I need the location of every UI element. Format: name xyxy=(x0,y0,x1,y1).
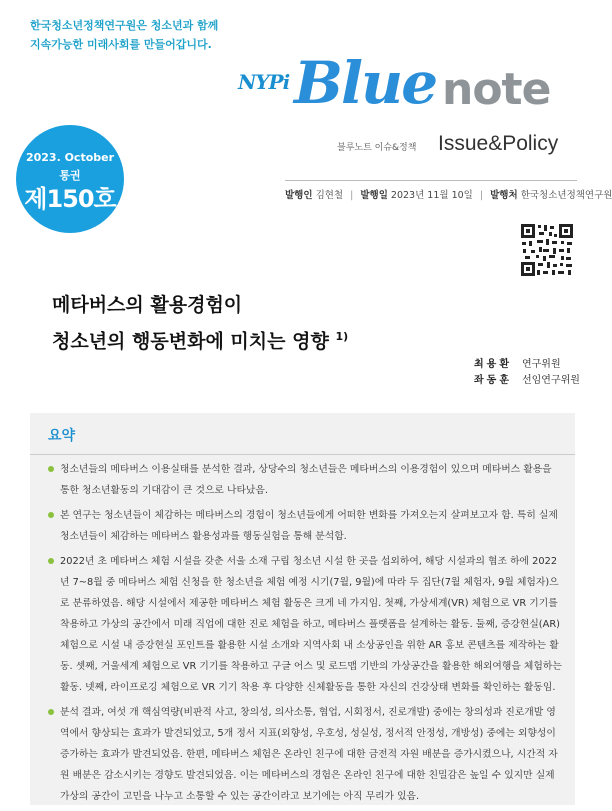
summary-box xyxy=(30,413,575,805)
author-2 xyxy=(474,371,580,386)
issue-number: 제150호 xyxy=(24,185,116,213)
publication-divider xyxy=(285,180,577,181)
issue-badge xyxy=(16,125,124,233)
author-role: 선임연구위원 xyxy=(521,375,580,386)
bluenote-logo-blue: Blue xyxy=(294,49,437,117)
slogan-line-1: 한국청소년정책연구원은 청소년과 함께 xyxy=(30,19,219,32)
bluenote-logo-note: note xyxy=(442,64,551,115)
author-1 xyxy=(474,355,561,370)
issue-date: 2023. October xyxy=(25,151,115,164)
title-line-1: 메타버스의 활용경험이 xyxy=(52,294,243,316)
author-role: 연구위원 xyxy=(521,359,561,370)
slogan-line-2: 지속가능한 미래사회를 만들어갑니다. xyxy=(30,38,212,51)
slogan xyxy=(30,16,218,54)
author-name: 최용환 xyxy=(474,359,512,370)
issuer-label: 발행처 xyxy=(490,190,518,201)
subtitle-korean: 블루노트 이슈&정책 xyxy=(337,143,417,153)
title-line-2 xyxy=(52,321,348,357)
summary-divider xyxy=(30,454,575,455)
publication-info xyxy=(285,187,612,201)
summary-bullet: 본 연구는 청소년들이 체감하는 메타버스의 경험이 청소년들에게 어떠한 변화를 가져오는지 살펴보고자 함. 특히 실제 청소년들이 체감하는 메타버스 활용성과를 행동실험을 통해 분석함. xyxy=(48,505,563,547)
date-label: 발행일 xyxy=(360,190,388,201)
author-name: 좌동훈 xyxy=(474,375,512,386)
title-footnote: 1) xyxy=(335,330,349,343)
summary-bullet: 청소년들의 메타버스 이용실태를 분석한 결과, 상당수의 청소년들은 메타버스의 이용경험이 있으며 메타버스 활용을 통한 청소년활동의 기대감이 큰 것으로 나타났음. xyxy=(48,459,563,501)
summary-list xyxy=(48,459,563,811)
subtitle-english: Issue&Policy xyxy=(438,132,559,155)
issue-volume-label: 통권 xyxy=(59,169,81,182)
nypi-logo: NYPi xyxy=(238,70,290,94)
separator: | xyxy=(479,190,484,201)
summary-bullet: 분석 결과, 여섯 개 핵심역량(비판적 사고, 창의성, 의사소통, 협업, 시회정서, 진로개발) 중에는 창의성과 진로개발 영역에서 향상되는 효과가 발견되었고, 5개 정서 지표(외향성, 우호성, 성실성, 정서적 안정성, 개방성) 중에는 외향성이 증가하는 효과가 발견되었음. 한편, 메타버스 체험은 온라인 친구에 대한 금전적 자원 배분을 증가시켰으나, 시간적 자원 배분은 감소시키는 경향도 발견되었음. 이는 메타버스의 경험은 온라인 친구에 대한 친밀감은 높일 수 있지만 실제 가상의 공간이 고민을 나누고 소통할 수 있는 공간이라고 보기에는 아직 무리가 있음. xyxy=(48,702,563,807)
summary-bullet: 2022년 초 메타버스 체험 시설을 갖춘 서울 소재 구립 청소년 시설 한 곳을 섭외하여, 해당 시설과의 협조 하에 2022년 7~8월 중 메타버스 체험 신청을 한 청소년을 체험 예정 시기(7월, 9월)에 따라 두 집단(7월 체험자, 9월 체험자)으로 분류하였음. 해당 시설에서 제공한 메타버스 체험 활동은 크게 네 가지임. 첫째, 가상세계(VR) 체험으로 VR 기기를 착용하고 가상의 공간에서 미래 직업에 대한 진로 체험을 하고, 메타버스 플랫폼을 설계하는 활동. 둘째, 증강현실(AR) 체험으로 시설 내 증강현실 포인트를 활용한 시설 소개와 지역사회 내 소상공인을 위한 AR 홍보 콘텐츠를 제작하는 활동. 셋째, 거울세계 체험으로 VR 기기를 착용하고 구글 어스 및 로드맵 기반의 가상공간을 활용한 해외여행을 체험하는 활동. 넷째, 라이프로깅 체험으로 VR 기기 착용 후 다양한 신체활동을 통한 자신의 건강상태 변화를 확인하는 활동임. xyxy=(48,551,563,698)
publisher-label: 발행인 xyxy=(285,190,313,201)
publication-date: 2023년 11월 10일 xyxy=(390,190,473,201)
separator: | xyxy=(350,190,354,201)
title-line-2-text: 청소년의 행동변화에 미치는 영향 xyxy=(52,330,329,353)
issuer: 한국청소년정책연구원 xyxy=(520,190,612,201)
article-title xyxy=(52,289,348,357)
summary-heading: 요약 xyxy=(48,428,76,444)
publisher: 김현철 xyxy=(315,190,344,201)
qr-code-icon[interactable] xyxy=(521,224,573,276)
